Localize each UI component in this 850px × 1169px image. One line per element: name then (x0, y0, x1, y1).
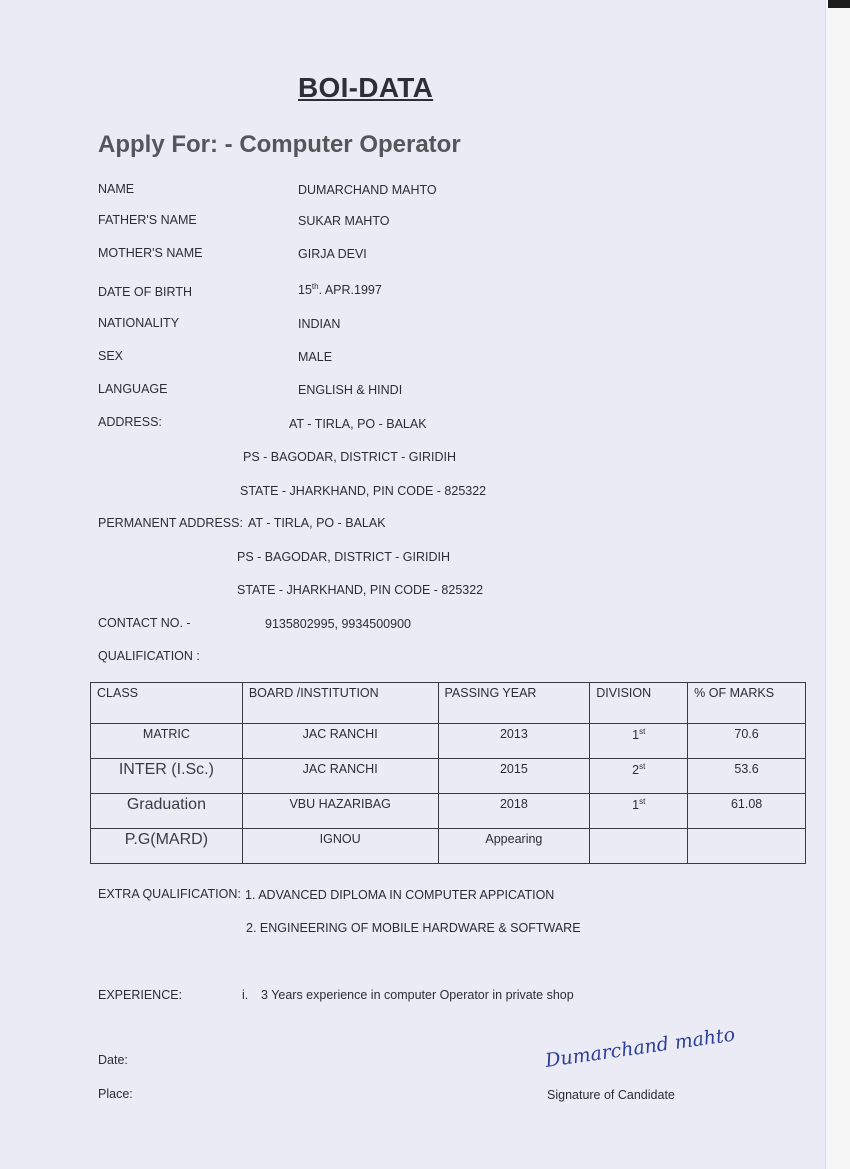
extra-qualification-item-1: 1. ADVANCED DIPLOMA IN COMPUTER APPICATION (245, 888, 555, 902)
experience-label: EXPERIENCE: (98, 988, 183, 1002)
cell-class: INTER (I.Sc.) (91, 759, 243, 794)
address-label: ADDRESS: (98, 415, 162, 429)
address-line-1: AT - TIRLA, PO - BALAK (289, 417, 427, 431)
header-division: DIVISION (590, 683, 688, 724)
qualification-table (90, 682, 806, 864)
cell-year: 2015 (438, 759, 590, 794)
table-header-row (91, 683, 806, 724)
dob-day: 15 (298, 283, 312, 298)
signature-caption: Signature of Candidate (547, 1088, 675, 1102)
address-line-3: STATE - JHARKHAND, PIN CODE - 825322 (240, 484, 487, 498)
table-row (91, 724, 806, 759)
nationality-value: INDIAN (298, 317, 341, 331)
division-suffix: st (639, 727, 646, 736)
contact-value: 9135802995, 9934500900 (265, 617, 411, 631)
language-value: ENGLISH & HINDI (298, 383, 403, 397)
cell-marks: 70.6 (688, 724, 806, 759)
cell-marks (688, 829, 806, 864)
header-marks: % OF MARKS (688, 683, 806, 724)
dob-label: DATE OF BIRTH (98, 285, 192, 299)
dob-rest: . APR.1997 (318, 283, 382, 298)
cell-division (590, 794, 688, 829)
place-label: Place: (98, 1087, 133, 1101)
division-suffix: st (639, 797, 646, 806)
name-value: DUMARCHAND MAHTO (298, 183, 437, 197)
dob-day-suffix: th (311, 282, 319, 291)
cell-board: JAC RANCHI (242, 724, 438, 759)
experience-number: i. (242, 988, 249, 1002)
cell-marks: 61.08 (688, 794, 806, 829)
date-label: Date: (98, 1053, 128, 1067)
table-row (91, 829, 806, 864)
table-row (91, 794, 806, 829)
extra-qualification-item-2: 2. ENGINEERING OF MOBILE HARDWARE & SOFTWARE (246, 921, 581, 935)
cell-class: MATRIC (91, 724, 243, 759)
candidate-signature: Dumarchand mahto (543, 1023, 737, 1072)
cell-division (590, 759, 688, 794)
permanent-address-line-1: AT - TIRLA, PO - BALAK (248, 516, 386, 530)
name-label: NAME (98, 182, 135, 196)
cell-board: VBU HAZARIBAG (242, 794, 438, 829)
cell-board: JAC RANCHI (242, 759, 438, 794)
mother-name-value: GIRJA DEVI (298, 247, 367, 261)
cell-year: 2013 (438, 724, 590, 759)
page-edge (825, 0, 850, 1169)
cell-marks: 53.6 (688, 759, 806, 794)
father-name-label: FATHER'S NAME (98, 213, 197, 227)
header-class: CLASS (91, 683, 243, 724)
document-title: BOI-DATA (298, 72, 434, 103)
division-suffix: st (639, 762, 646, 771)
permanent-address-label: PERMANENT ADDRESS: (98, 516, 243, 530)
experience-text: 3 Years experience in computer Operator in private shop (261, 988, 574, 1002)
nationality-label: NATIONALITY (98, 316, 180, 330)
scan-edge-mark (828, 0, 850, 8)
cell-division (590, 829, 688, 864)
sex-value: MALE (298, 350, 333, 364)
sex-label: SEX (98, 349, 124, 363)
permanent-address-line-3: STATE - JHARKHAND, PIN CODE - 825322 (237, 583, 484, 597)
cell-class: P.G(MARD) (91, 829, 243, 864)
address-line-2: PS - BAGODAR, DISTRICT - GIRIDIH (243, 450, 456, 464)
contact-label: CONTACT NO. - (98, 616, 191, 630)
cell-year: 2018 (438, 794, 590, 829)
table-row (91, 759, 806, 794)
division-number: 1 (632, 798, 640, 813)
division-number: 2 (632, 763, 640, 778)
extra-qualification-label: EXTRA QUALIFICATION: (98, 887, 241, 901)
permanent-address-line-2: PS - BAGODAR, DISTRICT - GIRIDIH (237, 550, 450, 564)
cell-board: IGNOU (242, 829, 438, 864)
language-label: LANGUAGE (98, 382, 168, 396)
header-board: BOARD /INSTITUTION (242, 683, 438, 724)
apply-for-heading: Apply For: - Computer Operator (98, 131, 461, 158)
mother-name-label: MOTHER'S NAME (98, 246, 203, 260)
qualification-label: QUALIFICATION : (98, 649, 200, 663)
father-name-value: SUKAR MAHTO (298, 214, 390, 228)
cell-division (590, 724, 688, 759)
dob-value (298, 282, 382, 297)
division-number: 1 (632, 728, 640, 743)
cell-class: Graduation (91, 794, 243, 829)
cell-year: Appearing (438, 829, 590, 864)
header-passing-year: PASSING YEAR (438, 683, 590, 724)
